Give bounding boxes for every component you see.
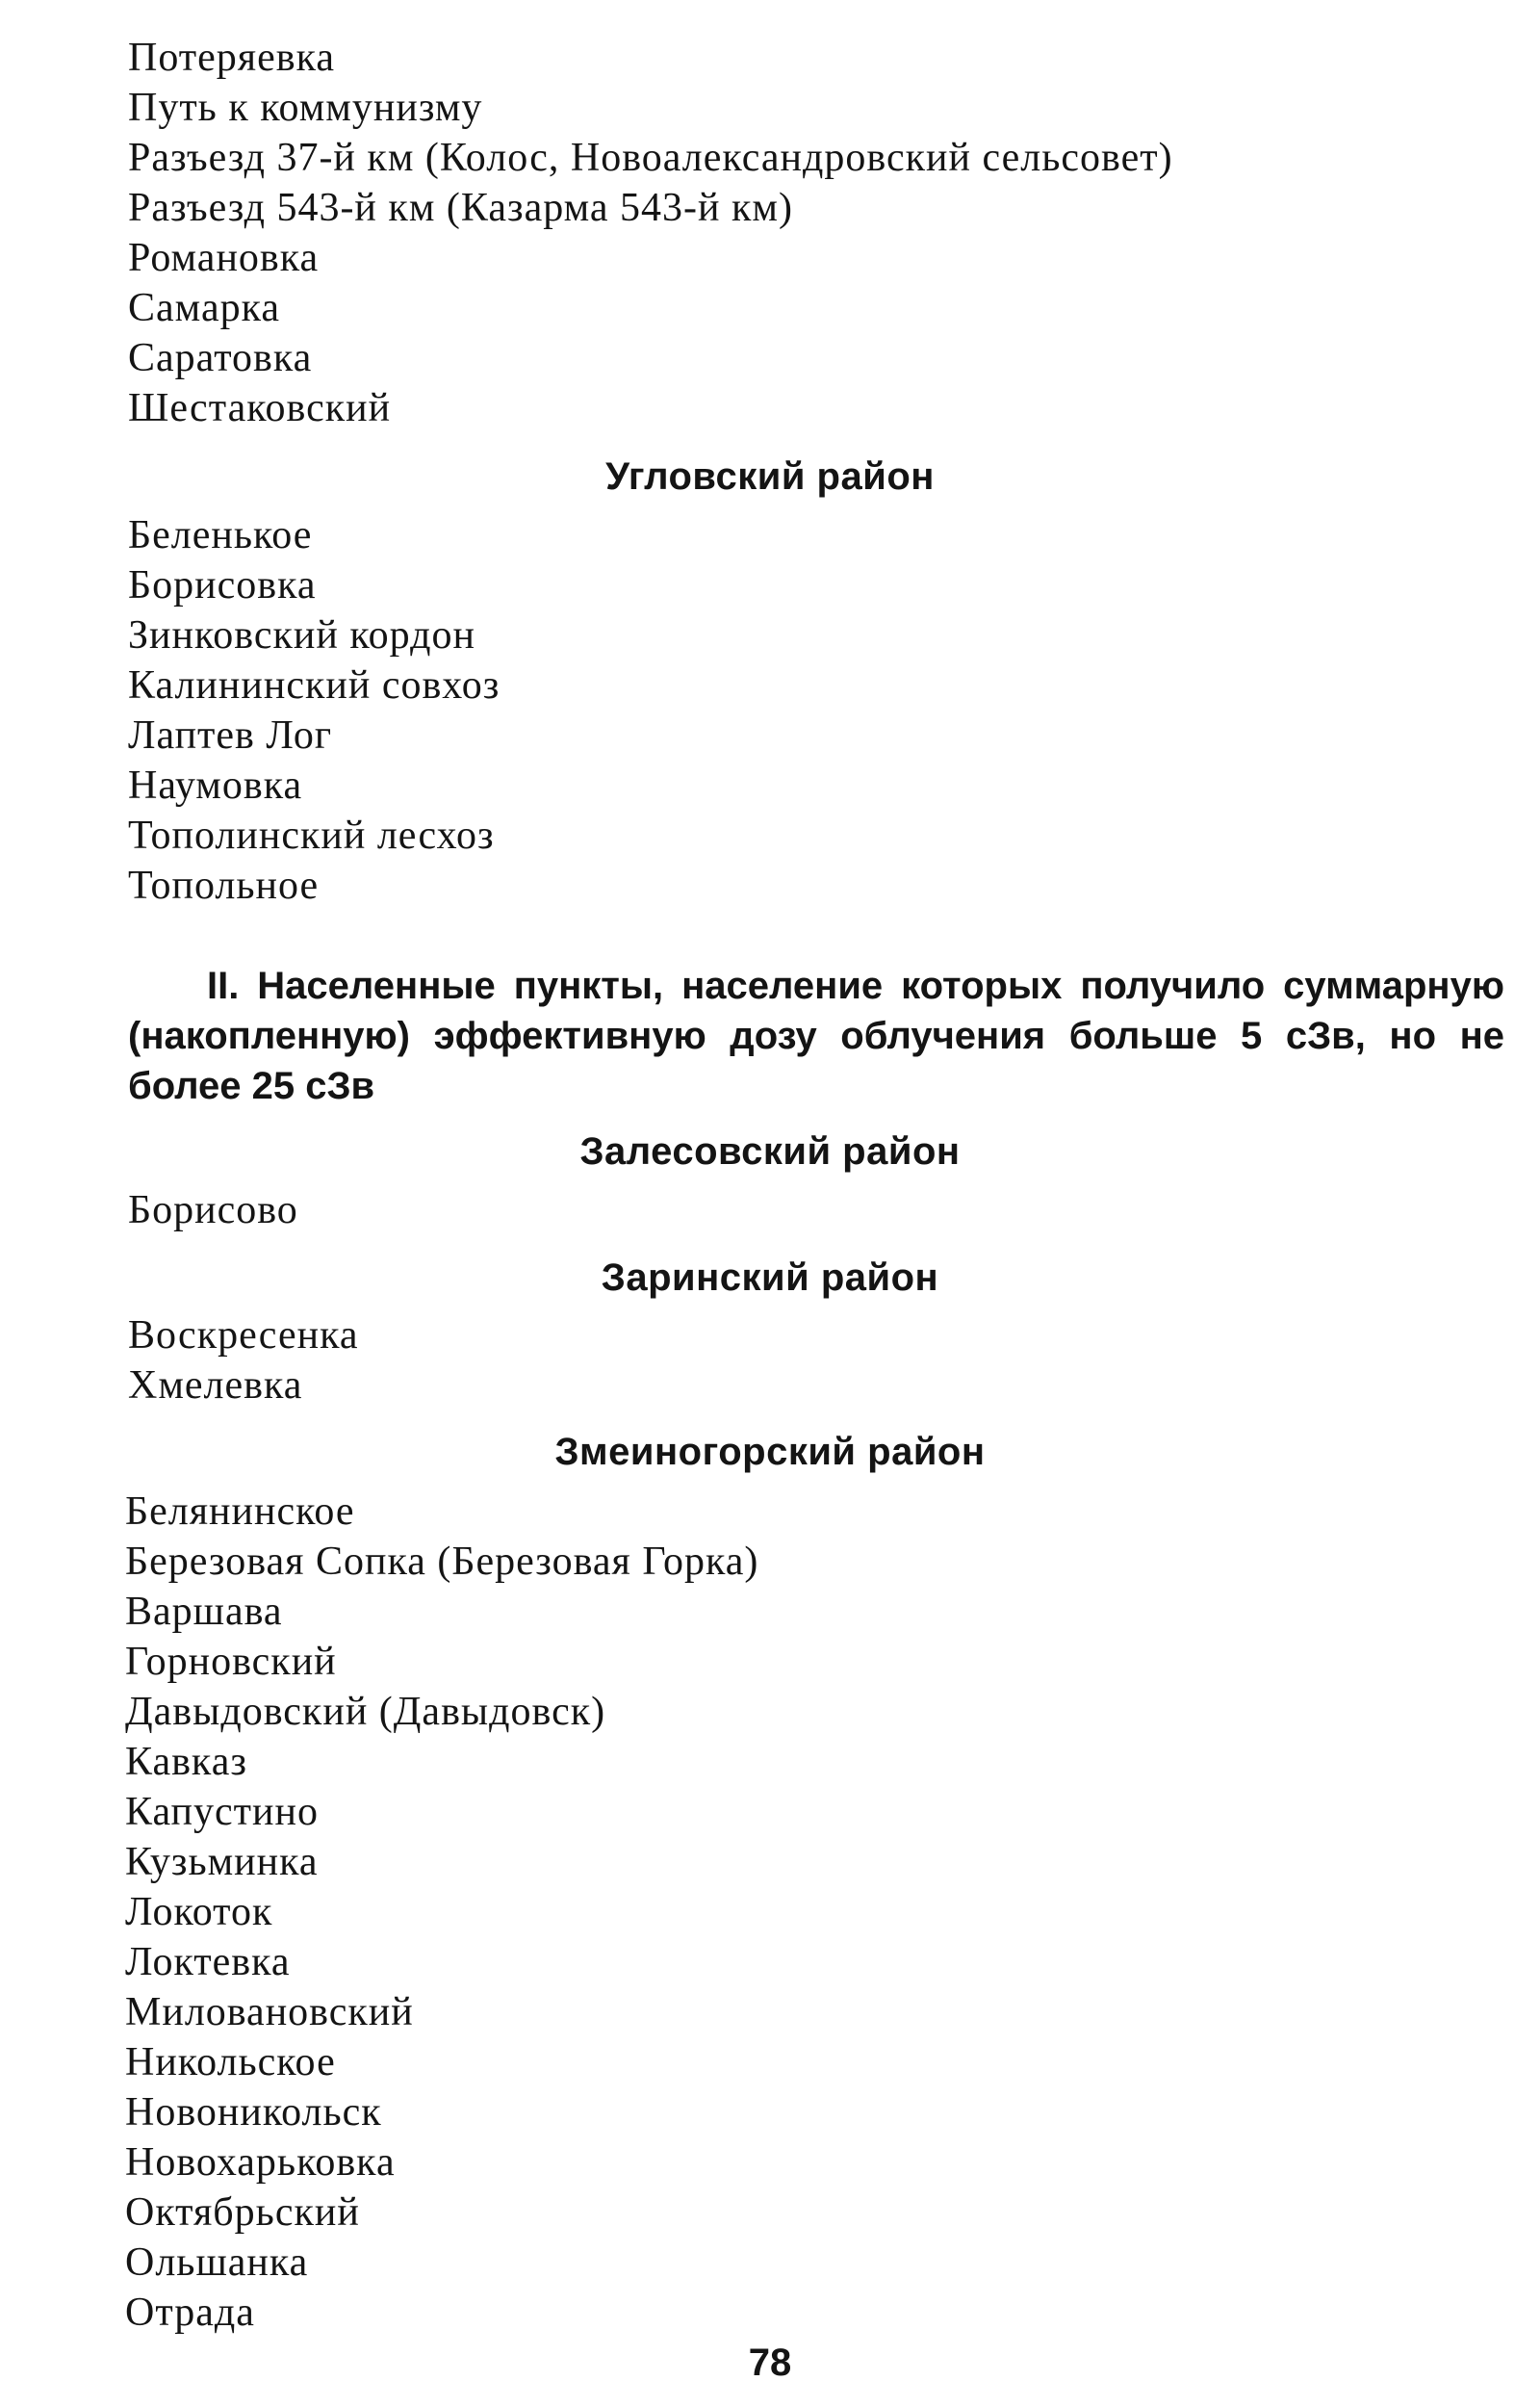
list-item: Калининский совхоз xyxy=(128,663,500,708)
list-item: Шестаковский xyxy=(128,386,392,430)
list-item: Воскресенка xyxy=(128,1313,359,1358)
list-item: Октябрьский xyxy=(125,2190,360,2235)
list-item: Варшава xyxy=(125,1590,283,1634)
page-number: 78 xyxy=(748,2342,792,2384)
list-item: Потеряевка xyxy=(128,36,335,80)
section-title: II. Населенные пункты, население которых получило суммарную (накопленную) эффективную дозу облучения больше 5 сЗв, но не более 25 сЗв xyxy=(128,965,1504,1107)
list-item: Кузьминка xyxy=(125,1840,319,1884)
list-item: Разъезд 37-й км (Колос, Новоалександровский сельсовет) xyxy=(128,136,1173,180)
district-heading-zarinsky: Заринский район xyxy=(601,1256,939,1299)
list-item: Отрада xyxy=(125,2291,255,2335)
zalesovsky-settlement-list xyxy=(128,1185,298,1235)
list-item: Капустино xyxy=(125,1790,319,1834)
zmeinogorsky-settlement-list xyxy=(125,1487,758,2338)
list-item: Борисово xyxy=(128,1188,298,1232)
list-item: Горновский xyxy=(125,1640,337,1684)
list-item: Самарка xyxy=(128,286,280,330)
list-item: Новоникольск xyxy=(125,2090,382,2135)
list-item: Локтевка xyxy=(125,1940,291,1984)
list-item: Борисовка xyxy=(128,563,317,608)
zarinsky-settlement-list xyxy=(128,1310,358,1411)
list-item: Ольшанка xyxy=(125,2240,309,2285)
list-item: Зинковский кордон xyxy=(128,613,475,658)
list-item: Белянинское xyxy=(125,1489,355,1534)
continued-settlement-list xyxy=(128,33,1173,433)
list-item: Саратовка xyxy=(128,336,313,380)
list-item: Новохарьковка xyxy=(125,2140,396,2185)
list-item: Путь к коммунизму xyxy=(128,86,483,130)
district-heading-zmeinogorsky: Змеиногорский район xyxy=(554,1431,986,1473)
list-item: Кавказ xyxy=(125,1740,247,1784)
list-item: Топольное xyxy=(128,864,320,908)
list-item: Лаптев Лог xyxy=(128,713,333,758)
list-item: Никольское xyxy=(125,2040,336,2084)
district-heading-uglovsky: Угловский район xyxy=(605,455,935,498)
district-heading-zalesovsky: Залесовский район xyxy=(579,1130,961,1173)
list-item: Давыдовский (Давыдовск) xyxy=(125,1690,606,1734)
list-item: Хмелевка xyxy=(128,1363,303,1408)
list-item: Тополинский лесхоз xyxy=(128,814,495,858)
list-item: Наумовка xyxy=(128,764,303,808)
list-item: Миловановский xyxy=(125,1990,414,2034)
list-item: Локоток xyxy=(125,1890,273,1934)
list-item: Романовка xyxy=(128,236,320,280)
list-item: Беленькое xyxy=(128,513,313,557)
list-item: Березовая Сопка (Березовая Горка) xyxy=(125,1540,759,1584)
uglovsky-settlement-list xyxy=(128,510,500,911)
list-item: Разъезд 543-й км (Казарма 543-й км) xyxy=(128,186,793,230)
